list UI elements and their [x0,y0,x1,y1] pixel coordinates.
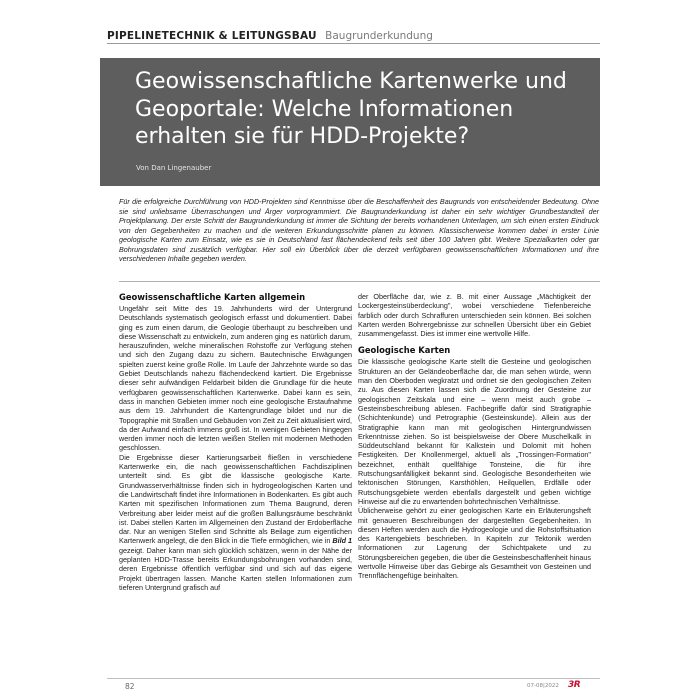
body-paragraph: Die klassische geologische Karte stellt die Gesteine und geologischen Strukturen an der Geländeoberfläche dar, die man sehen würde, wenn man den Oberboden wegkratzt und ordnet sie den geologischen Zeiten zu. Aus diesen Karten lassen sich die Zuordnung der Gesteine zur geologischen Zeitskala und eine – wenn meist auch grobe – Gesteinsbeschreibung ablesen. Fachbegriffe dafür sind Stratigraphie (Schichtenkunde) und Petrographie (Gesteinskunde). Allein aus der Stratigraphie kann man mit geologischen Hintergrundwissen Erkenntnisse ziehen. So ist beispielsweise der Obere Muschelkalk in Süddeutschland bekannt für Kalkstein und Dolomit mit hohen Festigkeiten. Der Knollenmergel, aktuell als „Trossingen-Formation" bezeichnet, enthält quellfähige Tonsteine, die für ihre Rutschungsanfälligkeit bekannt sind. Geologische Besonderheiten wie tektonischen Störungen, Karsthöhlen, Heilquellen, Erdfälle oder Rutschungsgebiete werden ebenfalls dargestellt und geben wichtige Hinweise auf die zu erwartenden bohrtechnischen Verhältnisse. [358,357,591,506]
column-left [119,292,352,592]
article-title: Geowissenschaftliche Kartenwerke und Geoportale: Welche Informationen erhalten sie für HDD-Projekte? [135,69,567,149]
body-paragraph: Üblicherweise gehört zu einer geologischen Karte ein Erläuterungsheft mit genaueren Beschreibungen der dargestellten Gegebenheiten. In diesen Heften werden auch die Hydrogeologie und die Rohstoffsituation des Kartengebiets beschrieben. In Kapiteln zur Tektonik werden Informationen zur Lagerung der Schichtpakete und zu Störungsbereichen gegeben, die über die Gesteinsbeschaffenheit hinaus wertvolle Hinweise über das Gebirge als Gesamtheit von Gesteinen und Trennflächengefüge beinhalten. [358,506,591,581]
running-header [107,26,600,44]
title-banner [100,58,600,186]
magazine-logo: 3R [568,680,581,690]
page-number: 82 [125,682,135,691]
header-divider [107,43,600,44]
body-paragraph [119,453,352,592]
body-text: Die Ergebnisse dieser Kartierungsarbeit fließen in verschiedene Kartenwerke ein, die nach geowissenschaftlichen Fachdisziplinen unterteilt sind. Es gibt die klassische geologische Karte. Grundwasserverhältnisse finden sich in hydrogeologischen Karten und die Landwirtschaft findet ihre Informationen in Bodenkarten. Es gibt auch Karten mit spezifischen Informationen zum Thema Baugrund, deren Verbreitung aber leider meist auf die großen Ballungsräume beschränkt ist. Dabei stellen Karten im Allgemeinen den Zustand der Erdoberfläche dar. Nur an wenigen Stellen sind Schnitte als Beilage zum eigentlichen Kartenwerk angelegt, die den Blick in die Tiefe ermöglichen, wie in [119,452,352,546]
issue-label: 07-08|2022 [527,683,559,689]
body-text: gezeigt. Daher kann man sich glücklich schätzen, wenn in der Nähe der geplanten HDD-Trasse bereits Erkundungsbohrungen vorhanden sind, deren Ergebnisse öffentlich verfügbar sind und sich auf das eigene Projekt übertragen lassen. Manche Karten stellen Informationen zum tieferen Untergrund grafisch auf [119,545,352,592]
body-paragraph: Ungefähr seit Mitte des 19. Jahrhunderts wird der Untergrund Deutschlands systematisch geologisch erfasst und dokumentiert. Dabei ging es zum einen darum, die Geologie überhaupt zu beschreiben und diese Wissenschaft zu entwickeln, zum anderen ging es natürlich darum, herauszufinden, welche mineralischen Rohstoffe zur Verfügung stehen und sich den Zugang dazu zu sichern. Bautechnische Erwägungen spielten zuerst keine große Rolle. Im Laufe der Jahrzehnte wurde so das Gebiet Deutschlands nahezu flächendeckend kartiert. Die Ergebnisse dieser sehr aufwändigen Feldarbeit bilden die Grundlage für die heute verfügbaren geowissenschaftlichen Kartenwerke. Dabei kann es sein, dass in manchen Gebieten immer noch eine geologische Erstaufnahme aus dem 19. Jahrhundert die Kartengrundlage bildet und nur die Topographie mit Straßen und Gebäuden von Zeit zu Zeit aktualisiert wird, da der Aufwand einfach immens groß ist. In wenigen Gebieten hingegen werden immer noch die letzten weißen Stellen mit modernen Methoden geschlossen. [119,304,352,453]
section-heading: Geologische Karten [358,345,451,356]
section-heading: Geowissenschaftliche Karten allgemein [119,292,306,302]
subsection-label: Baugrunderkundung [325,30,433,42]
section-label: PIPELINETECHNIK & LEITUNGSBAU [107,30,317,42]
article-byline: Von Dan Lingenauber [136,164,212,172]
body-paragraph: der Oberfläche dar, wie z. B. mit einer Aussage „Mächtigkeit der Lockergesteinsüberdeckung", wobei verschiedene Tiefenbereiche farblich oder durch Schraffuren unterschieden sein können. Bei solchen Karten werden Bohrergebnisse zur schnellen Übersicht über ein Gebiet zusammengefasst. Dies ist immer eine wertvolle Hilfe. [358,292,591,339]
footer-divider [107,678,600,679]
figure-reference[interactable]: Bild 1 [332,536,352,546]
column-right [358,292,591,581]
lead-divider [119,281,600,282]
article-lead: Für die erfolgreiche Durchführung von HDD-Projekten sind Kenntnisse über die Beschaffenheit des Baugrunds von entscheidender Bedeutung. Ohne sie sind unliebsame Überraschungen und Ärger vorprogrammiert. Die Baugrunderkundung ist daher ein sehr wichtiger Grundbestandteil der Projektplanung. Der erste Schritt der Baugrunderkundung ist immer die Sichtung der bereits vorhandenen Unterlagen, um sich einen ersten Eindruck von den Gegebenheiten zu machen und die weiteren Erkundungsschritte planen zu können. Klassischerweise kommen dabei in erster Linie geologische Karten zum Einsatz, wie es sie in Deutschland fast flächendeckend teils seit über 100 Jahren gibt. Weitere Spezialkarten oder gar Bohrungsdaten sind zusätzlich verfügbar. Hier soll ein Überblick über die derzeit verfügbaren geowissenschaftlichen Informationen und ihre verschiedenen Inhalte gegeben werden. [119,197,599,263]
